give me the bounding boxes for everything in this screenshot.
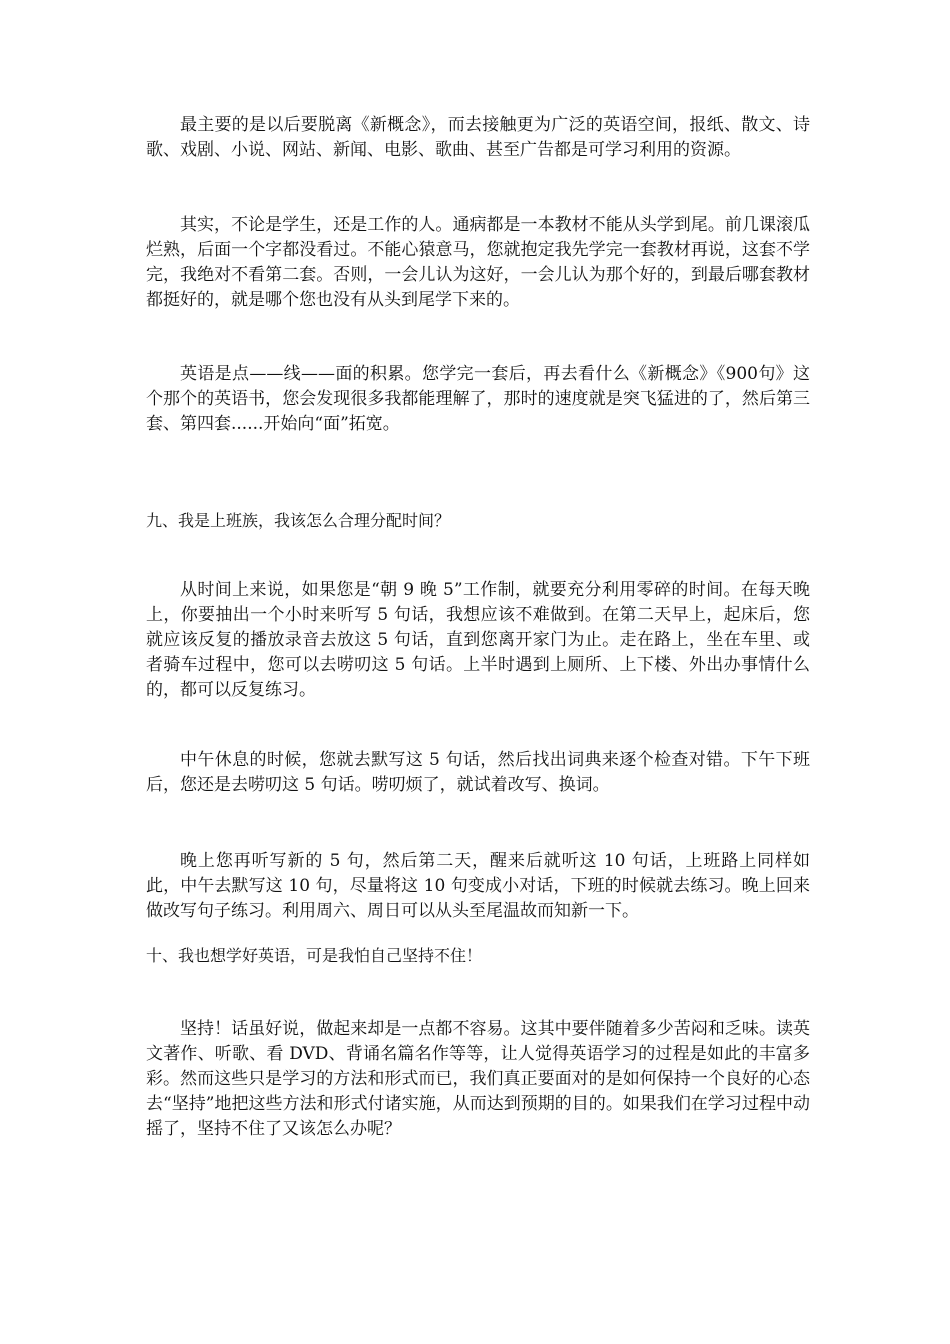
paragraph-noon-practice: 中午休息的时候，您就去默写这 5 句话，然后找出词典来逐个检查对错。下午下班后，您还是去唠叨这 5 句话。唠叨烦了，就试着改写、换词。	[146, 750, 810, 795]
paragraph-time-usage: 从时间上来说，如果您是“朝 9 晚 5”工作制，就要充分利用零碎的时间。在每天晚上，你要抽出一个小时来听写 5 句话，我想应该不难做到。在第二天早上，起床后，您就应该反复的播放录音去放这 5 句话，直到您离开家门为止。走在路上，坐在车里、或者骑车过程中，您可以去唠叨这 5 句话。上半时遇到上厕所、上下楼、外出办事情什么的，都可以反复练习。	[146, 580, 810, 700]
section-heading-nine: 九、我是上班族，我该怎么合理分配时间？	[146, 511, 451, 530]
paragraph-leave-new-concept: 最主要的是以后要脱离《新概念》，而去接触更为广泛的英语空间，报纸、散文、诗歌、戏剧、小说、网站、新闻、电影、歌曲、甚至广告都是可学习利用的资源。	[146, 115, 810, 160]
paragraph-evening-practice: 晚上您再听写新的 5 句，然后第二天，醒来后就听这 10 句话，上班路上同样如此，中午去默写这 10 句，尽量将这 10 句变成小对话，下班的时候就去练习。晚上回来做改写句子练习。利用周六、周日可以从头至尾温故而知新一下。	[146, 851, 810, 921]
paragraph-finish-one-textbook: 其实，不论是学生，还是工作的人。通病都是一本教材不能从头学到尾。前几课滚瓜烂熟，后面一个字都没看过。不能心猿意马，您就抱定我先学完一套教材再说，这套不学完，我绝对不看第二套。否则，一会儿认为这好，一会儿认为那个好的，到最后哪套教材都挺好的，就是哪个您也没有从头到尾学下来的。	[146, 215, 810, 310]
paragraph-point-line-surface: 英语是点——线——面的积累。您学完一套后，再去看什么《新概念》《900句》这个那个的英语书，您会发现很多我都能理解了，那时的速度就是突飞猛进的了，然后第三套、第四套......开始向“面”拓宽。	[146, 364, 810, 434]
section-heading-ten: 十、我也想学好英语，可是我怕自己坚持不住！	[146, 946, 483, 965]
paragraph-persistence: 坚持！话虽好说，做起来却是一点都不容易。这其中要伴随着多少苦闷和乏味。读英文著作、听歌、看 DVD、背诵名篇名作等等，让人觉得英语学习的过程是如此的丰富多彩。然而这些只是学习的方法和形式而已，我们真正要面对的是如何保持一个良好的心态去“坚持”地把这些方法和形式付诸实施，从而达到预期的目的。如果我们在学习过程中动摇了，坚持不住了又该怎么办呢？	[146, 1019, 810, 1139]
